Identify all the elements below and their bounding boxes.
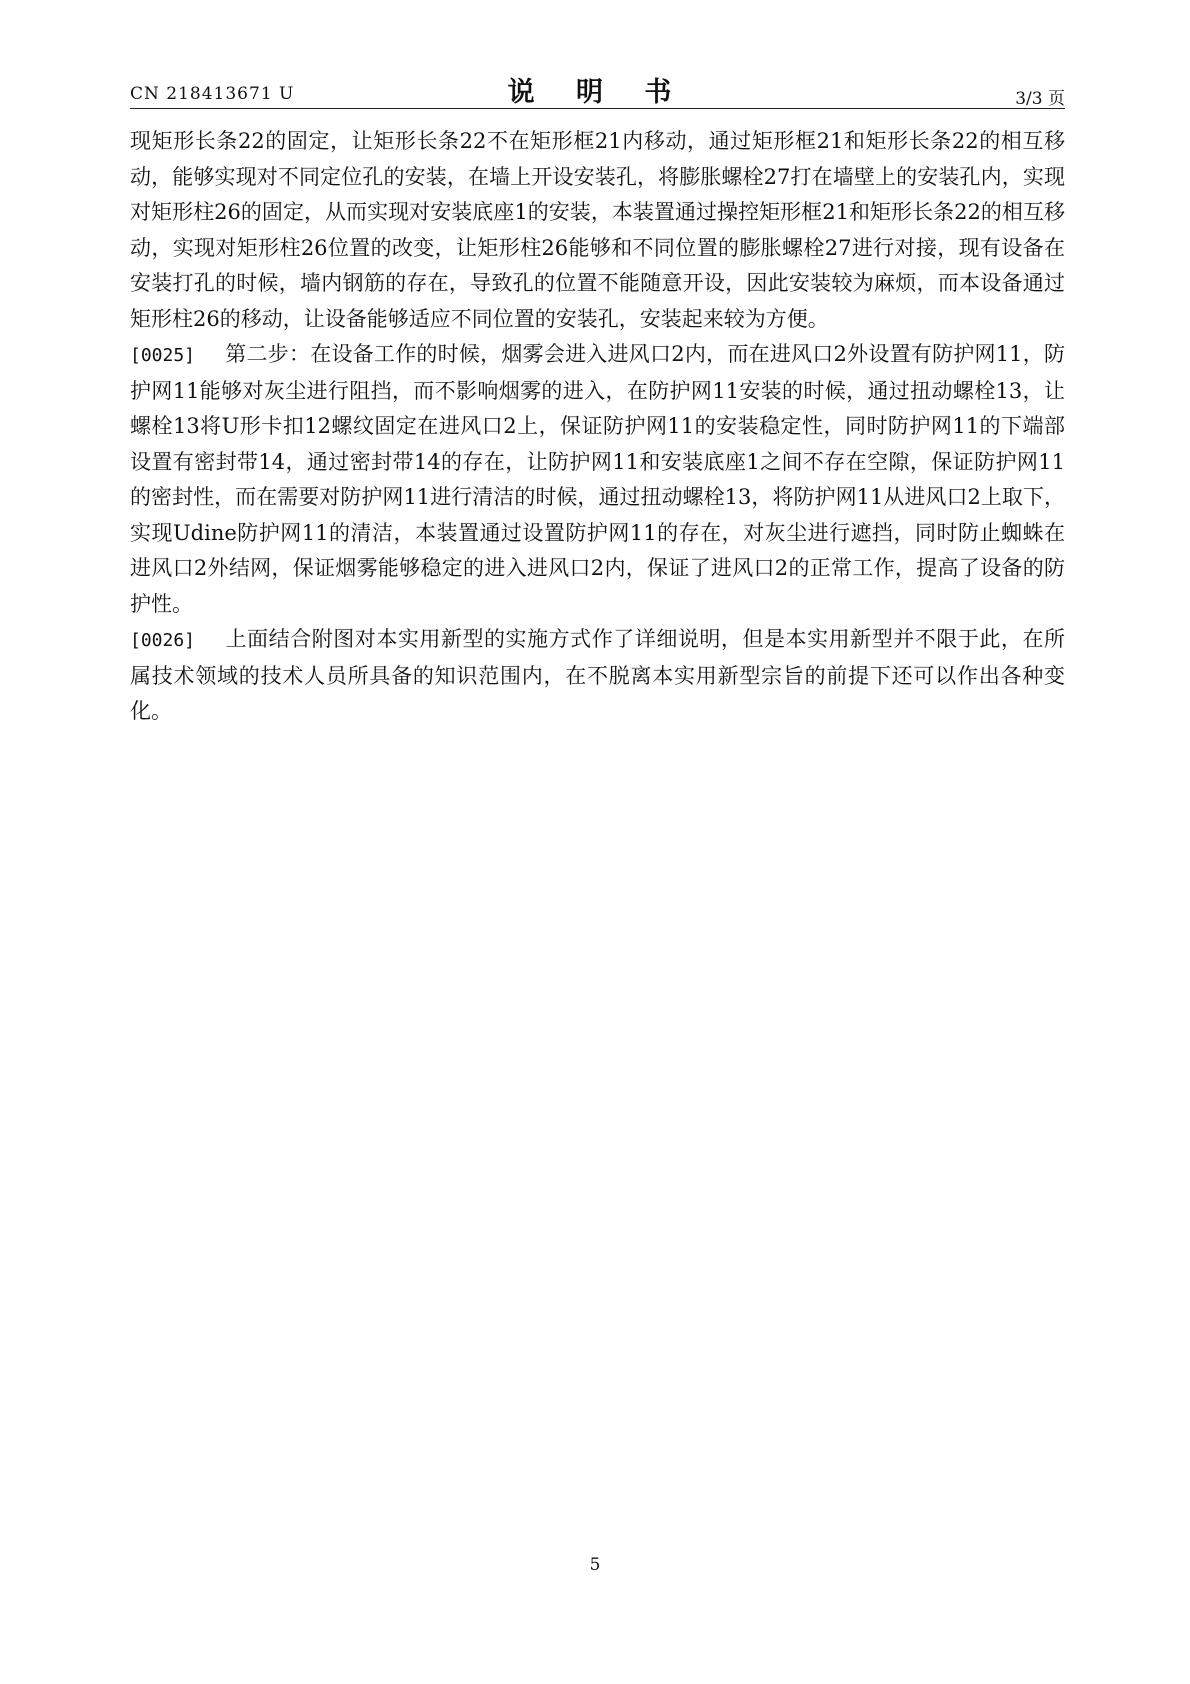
paragraph-0025 [130, 337, 1065, 622]
document-title: 说 明 书 [507, 77, 688, 108]
paragraph-number: [0025] [130, 345, 196, 366]
paragraph-continued [130, 124, 1065, 337]
paragraph-number: [0026] [130, 630, 196, 651]
page-indicator: 3/3 页 [1015, 89, 1065, 109]
header-divider [130, 108, 1065, 109]
page-number: 5 [589, 1555, 601, 1575]
paragraph-text: 现矩形长条22的固定，让矩形长条22不在矩形框21内移动，通过矩形框21和矩形长条22的相互移动，能够实现对不同定位孔的安装，在墙上开设安装孔，将膨胀螺栓27打在墙壁上的安装孔内，实现对矩形柱26的固定，从而实现对安装底座1的安装，本装置通过操控矩形框21和矩形长条22的相互移动，实现对矩形柱26位置的改变，让矩形柱26能够和不同位置的膨胀螺栓27进行对接，现有设备在安装打孔的时候，墙内钢筋的存在，导致孔的位置不能随意开设，因此安装较为麻烦，而本设备通过矩形柱26的移动，让设备能够适应不同位置的安装孔，安装起来较为方便。 [130, 129, 1065, 331]
document-body [130, 124, 1065, 730]
paragraph-0026 [130, 622, 1065, 730]
paragraph-text: 第二步：在设备工作的时候，烟雾会进入进风口2内，而在进风口2外设置有防护网11，防护网11能够对灰尘进行阻挡，而不影响烟雾的进入，在防护网11安装的时候，通过扭动螺栓13，让螺栓13将U形卡扣12螺纹固定在进风口2上，保证防护网11的安装稳定性，同时防护网11的下端部设置有密封带14，通过密封带14的存在，让防护网11和安装底座1之间不存在空隙，保证防护网11的密封性，而在需要对防护网11进行清洁的时候，通过扭动螺栓13，将防护网11从进风口2上取下，实现Udine防护网11的清洁，本装置通过设置防护网11的存在，对灰尘进行遮挡，同时防止蜘蛛在进风口2外结网，保证烟雾能够稳定的进入进风口2内，保证了进风口2的正常工作，提高了设备的防护性。 [130, 342, 1065, 616]
document-number: CN 218413671 U [130, 84, 295, 104]
page-header [130, 70, 1065, 110]
paragraph-text: 上面结合附图对本实用新型的实施方式作了详细说明，但是本实用新型并不限于此，在所属技术领域的技术人员所具备的知识范围内，在不脱离本实用新型宗旨的前提下还可以作出各种变化。 [130, 627, 1065, 723]
